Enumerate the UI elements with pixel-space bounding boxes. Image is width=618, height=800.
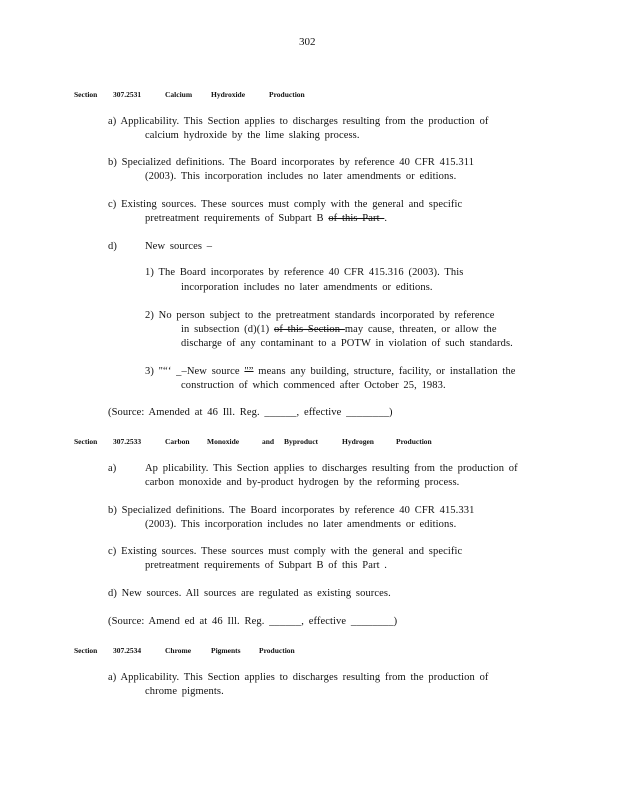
section-label: Section (74, 646, 98, 655)
section-title-word: Calcium (165, 90, 193, 99)
text-line: pretreatment requirements of Subpart B of this Part . (145, 560, 388, 571)
section-title-word: Production (396, 437, 432, 446)
text-line (181, 324, 497, 335)
section-label: Section (74, 437, 98, 446)
text-line: Ap plicability. This Section applies to discharges resulting from the production of (145, 463, 518, 474)
text-line: a) Applicability. This Section applies to discharges resulting from the production of (108, 116, 489, 127)
section-number: 307.2533 (113, 437, 142, 446)
section-number: 307.2531 (113, 90, 142, 99)
section-title-word: Byproduct (284, 437, 319, 446)
text-line: c) Existing sources. These sources must comply with the general and specific (108, 546, 463, 557)
text-line (145, 241, 212, 252)
section-label: Section (74, 90, 98, 99)
text-run: means any building, structure, facility, or installation the (253, 366, 516, 377)
text-line: incorporation includes no later amendments or editions. (181, 282, 433, 293)
text-run: 3) "“‘ (145, 366, 177, 377)
section-title-word: Pigments (211, 646, 241, 655)
text-line: b) Specialized definitions. The Board incorporates by reference 40 CFR 415.311 (108, 157, 475, 168)
text-line: b) Specialized definitions. The Board incorporates by reference 40 CFR 415.331 (108, 505, 475, 516)
source-note: (Source: Amend ed at 46 Ill. Reg. ______, effective ________) (108, 616, 398, 627)
dash-mark: – (206, 241, 213, 252)
text-run: . (384, 213, 388, 224)
text-run: may cause, threaten, or allow the (344, 324, 497, 335)
text-line (145, 366, 516, 377)
section-title-word: Chrome (165, 646, 192, 655)
text-line: (2003). This incorporation includes no later amendments or editions. (145, 171, 457, 182)
struck-text: of this Section (273, 324, 345, 335)
text-line: chrome pigments. (145, 686, 224, 697)
text-run: New sources (145, 241, 207, 252)
text-run: _–New source (176, 366, 245, 377)
section-title-word: Hydrogen (342, 437, 374, 446)
text-line: a) Applicability. This Section applies to discharges resulting from the production of (108, 672, 489, 683)
subsection-marker: d) (108, 241, 117, 252)
section-title-word: and (262, 437, 275, 446)
source-note: (Source: Amended at 46 Ill. Reg. ______, effective ________) (108, 407, 393, 418)
text-line (145, 213, 387, 224)
text-line: d) New sources. All sources are regulated as existing sources. (108, 588, 391, 599)
text-line: discharge of any contaminant to a POTW in violation of such standards. (181, 338, 513, 349)
section-title-word: Monoxide (207, 437, 240, 446)
text-line: carbon monoxide and by-product hydrogen by the reforming process. (145, 477, 460, 488)
text-run: in subsection (d)(1) (181, 324, 274, 335)
section-title-word: Production (269, 90, 305, 99)
page-number: 302 (299, 36, 316, 48)
section-title-word: Production (259, 646, 295, 655)
struck-text: of this Part (328, 213, 385, 224)
text-line: 1) The Board incorporates by reference 40 CFR 415.316 (2003). This (145, 267, 464, 278)
section-title-word: Hydroxide (211, 90, 246, 99)
text-line: construction of which commenced after October 25, 1983. (181, 380, 446, 391)
section-title-word: Carbon (165, 437, 190, 446)
struck-quote: "” (244, 366, 254, 377)
subsection-marker: a) (108, 463, 117, 474)
text-line: (2003). This incorporation includes no later amendments or editions. (145, 519, 457, 530)
text-line: calcium hydroxide by the lime slaking process. (145, 130, 360, 141)
text-run: pretreatment requirements of Subpart B (145, 213, 329, 224)
text-line: 2) No person subject to the pretreatment standards incorporated by reference (145, 310, 495, 321)
text-line: c) Existing sources. These sources must comply with the general and specific (108, 199, 463, 210)
section-number: 307.2534 (113, 646, 142, 655)
